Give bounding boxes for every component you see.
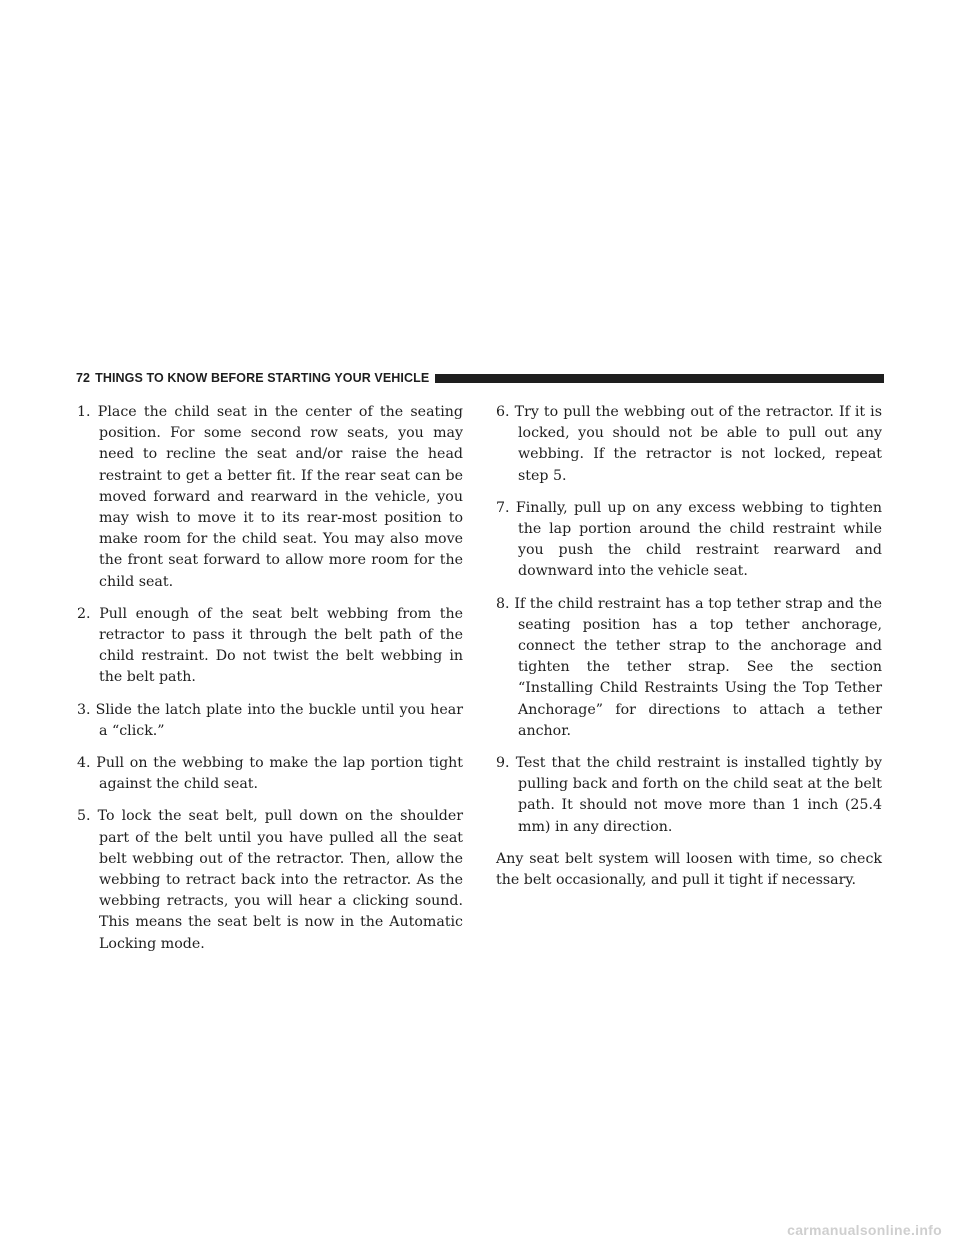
step-text: Slide the latch plate into the buckle until you hear a “click.” xyxy=(95,701,463,739)
closing-paragraph: Any seat belt system will loosen with time, so check the belt occasionally, and pull it tight if necessary. xyxy=(496,850,882,889)
watermark: carmanualsonline.info xyxy=(787,1222,942,1238)
section-title: THINGS TO KNOW BEFORE STARTING YOUR VEHICLE xyxy=(95,371,430,385)
step-number: 4. xyxy=(77,755,91,772)
step-text: Finally, pull up on any excess webbing to tighten the lap portion around the child restraint while you push the child restraint rearward and downward into the vehicle seat. xyxy=(515,499,882,580)
step-4 xyxy=(77,753,463,795)
header-rule xyxy=(435,374,884,383)
step-3 xyxy=(77,700,463,742)
page-header xyxy=(76,370,884,386)
step-7 xyxy=(496,498,882,583)
right-column xyxy=(496,402,882,891)
step-number: 5. xyxy=(77,808,91,825)
step-number: 1. xyxy=(77,404,91,420)
page-number: 72 xyxy=(76,371,91,385)
step-number: 3. xyxy=(77,701,91,718)
step-8 xyxy=(496,594,882,742)
step-text: Pull on the webbing to make the lap portion tight against the child seat. xyxy=(96,755,464,793)
step-text: Test that the child restraint is installed tightly by pulling back and forth on the child seat at the belt path. It should not move more than 1 inch (25.4 mm) in any direction. xyxy=(515,755,882,835)
step-text: To lock the seat belt, pull down on the shoulder part of the belt until you have pulled all the seat belt webbing out of the retractor. Then, allow the webbing to retract back into the retractor. As the webbing retracts, you will hear a clicking sound. This means the seat belt is now in the Automatic Locking mode. xyxy=(97,808,463,952)
step-text: Try to pull the webbing out of the retractor. If it is locked, you should not be able to pull out any webbing. If the retractor is not locked, repeat step 5. xyxy=(514,404,883,484)
step-text: Pull enough of the seat belt webbing from the retractor to pass it through the belt path of the child restraint. Do not twist the belt webbing in the belt path. xyxy=(99,605,463,686)
step-5 xyxy=(77,806,463,954)
step-text: If the child restraint has a top tether strap and the seating position has a top tether anchorage, connect the tether strap to the anchorage and tighten the tether strap. See the section “Installing Child Restraints Using the Top Tether Anchorage” for directions to attach a tether anchor. xyxy=(514,595,882,739)
left-column xyxy=(77,402,463,966)
step-1 xyxy=(77,402,463,593)
step-number: 7. xyxy=(496,499,510,516)
step-number: 9. xyxy=(496,755,510,772)
step-2 xyxy=(77,604,463,689)
step-number: 2. xyxy=(77,605,91,622)
step-6 xyxy=(496,402,882,487)
step-number: 6. xyxy=(496,404,510,420)
step-text: Place the child seat in the center of the seating position. For some second row seats, you may need to recline the seat and/or raise the head restraint to get a better fit. If the rear seat can be moved forward and rearward in the vehicle, you may wish to move it to its rear-most position to make room for the child seat. You may also move the front seat forward to allow more room for the child seat. xyxy=(97,404,463,590)
step-9 xyxy=(496,753,882,838)
step-number: 8. xyxy=(496,595,510,612)
